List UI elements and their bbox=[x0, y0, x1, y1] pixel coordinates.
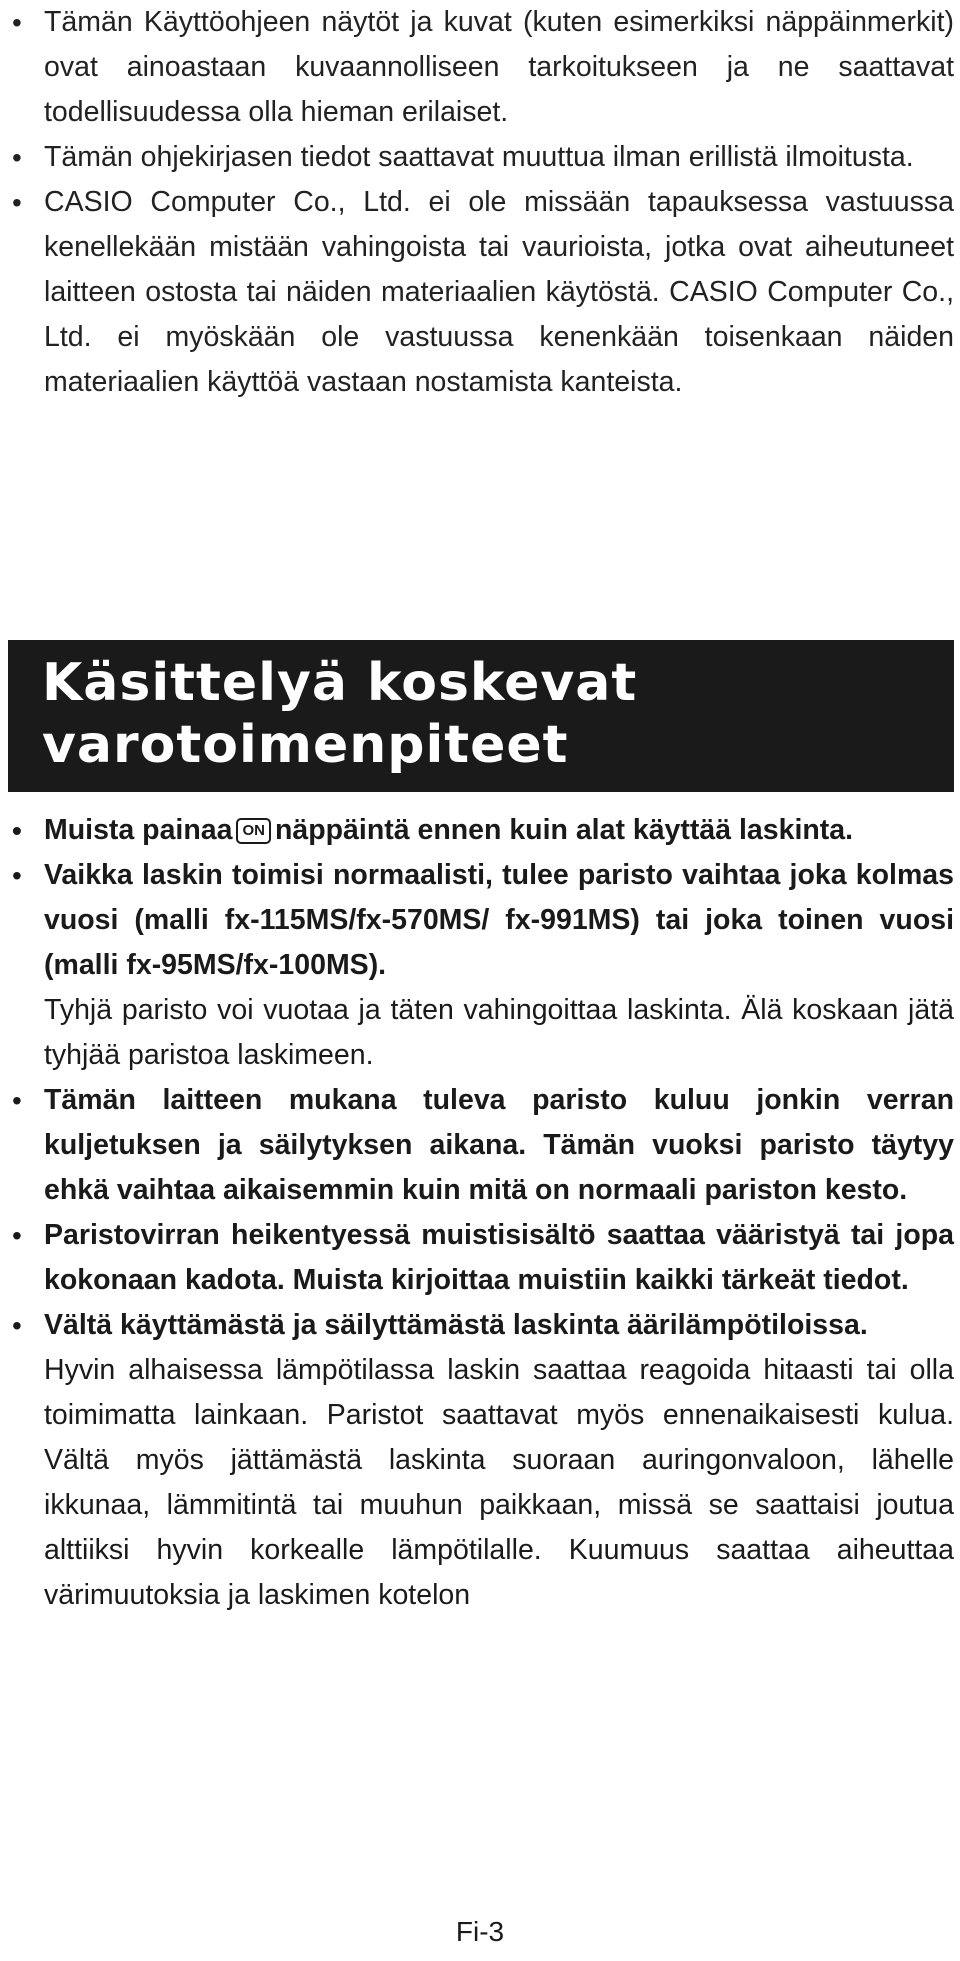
precaution-text: Vältä käyttämästä ja säilyttämästä laskinta äärilämpötiloissa. bbox=[44, 1309, 868, 1341]
intro-note bbox=[4, 135, 954, 180]
intro-note-text: CASIO Computer Co., Ltd. ei ole missään tapauksessa vastuussa kenellekään mistään vahingoista tai vaurioista, jotka ovat aiheutuneet laitteen ostosta tai näiden materiaalien käytöstä. CASIO Computer Co., Ltd. ei myöskään ole vastuussa kenenkään toisenkaan näiden materiaalien käyttöä vastaan nostamista kanteista. bbox=[44, 186, 954, 398]
intro-note bbox=[4, 180, 954, 405]
precautions-list bbox=[4, 808, 954, 1618]
precaution-text: Tämän laitteen mukana tuleva paristo kuluu jonkin verran kuljetuksen ja säilytyksen aikana. Tämän vuoksi paristo täytyy ehkä vaihtaa aikaisemmin kuin mitä on normaali pariston kesto. bbox=[44, 1084, 954, 1206]
bullet: • bbox=[12, 187, 22, 218]
bullet: • bbox=[12, 1220, 22, 1251]
intro-note-text: Tämän Käyttöohjeen näytöt ja kuvat (kuten esimerkiksi näppäinmerkit) ovat ainoastaan kuvaannolliseen tarkoitukseen ja ne saattavat todellisuudessa olla hieman erilaiset. bbox=[44, 6, 954, 128]
page-number: Fi-3 bbox=[455, 1916, 505, 1947]
section-heading-banner bbox=[8, 640, 954, 792]
intro-note bbox=[4, 0, 954, 135]
section-title-line1: Käsittelyä koskevat bbox=[42, 653, 638, 713]
precaution-text bbox=[44, 808, 954, 853]
precaution-item bbox=[4, 1213, 954, 1303]
bullet: • bbox=[12, 860, 22, 891]
bullet: • bbox=[12, 1310, 22, 1341]
bullet: • bbox=[12, 142, 22, 173]
precaution-text-after-key: näppäintä ennen kuin alat käyttää laskinta. bbox=[274, 814, 854, 846]
bullet: • bbox=[12, 7, 22, 38]
on-key-icon: ON bbox=[236, 818, 271, 844]
section-title-line2: varotoimenpiteet bbox=[42, 715, 569, 775]
precaution-item bbox=[4, 853, 954, 1078]
precaution-text: Vaikka laskin toimisi normaalisti, tulee paristo vaihtaa joka kolmas vuosi (malli fx-115MS/fx-570MS/ fx-991MS) tai joka toinen vuosi (malli fx-95MS/fx-100MS). bbox=[44, 859, 954, 981]
intro-note-text: Tämän ohjekirjasen tiedot saattavat muuttua ilman erillistä ilmoitusta. bbox=[44, 141, 914, 173]
intro-notes-list bbox=[4, 0, 954, 405]
precaution-text-before-key: Muista painaa bbox=[44, 814, 233, 846]
precaution-detail: Tyhjä paristo voi vuotaa ja täten vahingoittaa laskinta. Älä koskaan jätä tyhjää paristoa laskimeen. bbox=[44, 994, 954, 1071]
bullet: • bbox=[12, 815, 22, 846]
precaution-item bbox=[4, 808, 954, 853]
bullet: • bbox=[12, 1085, 22, 1116]
precaution-item bbox=[4, 1303, 954, 1618]
section-title bbox=[42, 652, 922, 776]
precaution-text: Paristovirran heikentyessä muistisisältö saattaa vääristyä tai jopa kokonaan kadota. Muista kirjoittaa muistiin kaikki tärkeät tiedot. bbox=[44, 1219, 954, 1296]
precaution-item bbox=[4, 1078, 954, 1213]
precaution-detail: Hyvin alhaisessa lämpötilassa laskin saattaa reagoida hitaasti tai olla toimimatta lainkaan. Paristot saattavat myös ennenaikaisesti kulua. Vältä myös jättämästä laskinta suoraan auringonvaloon, lähelle ikkunaa, lämmitintä tai muuhun paikkaan, missä se saattaisi joutua alttiiksi hyvin korkealle lämpötilalle. Kuumuus saattaa aiheuttaa värimuutoksia ja laskimen kotelon bbox=[44, 1354, 954, 1611]
